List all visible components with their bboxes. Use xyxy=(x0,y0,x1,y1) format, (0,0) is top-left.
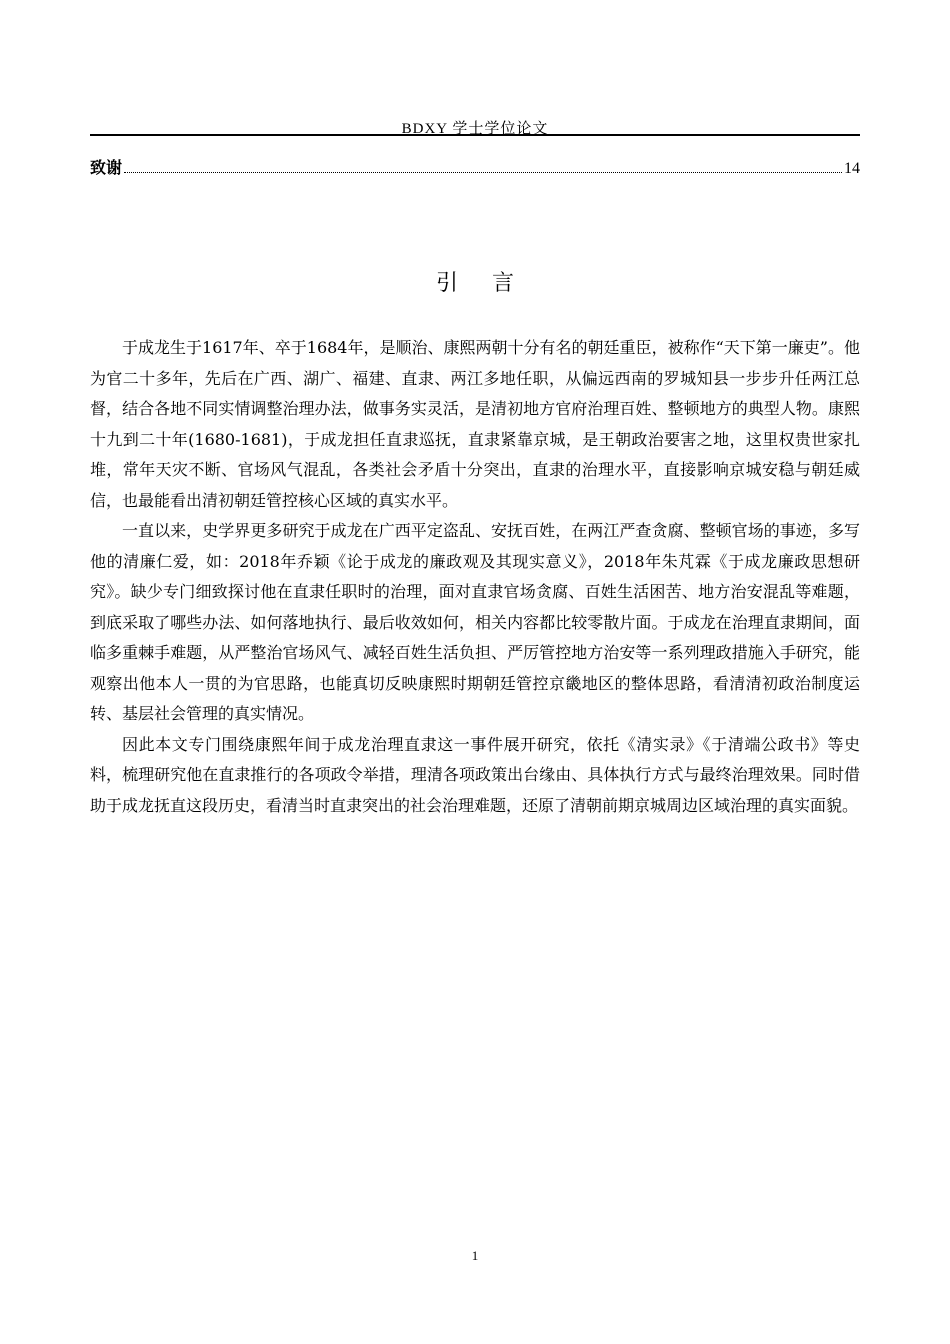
running-header: BDXY 学士学位论文 xyxy=(401,121,549,137)
toc-entry-page: 14 xyxy=(844,160,860,177)
toc-entry-label: 致谢 xyxy=(90,158,123,177)
page-number: 1 xyxy=(471,1248,479,1263)
paragraph: 于成龙生于1617年、卒于1684年，是顺治、康熙两朝十分有名的朝廷重臣，被称作“天下第一廉吏”。他为官二十多年，先后在广西、湖广、福建、直隶、两江多地任职，从偏远西南的罗城知县一步步升任两江总督，结合各地不同实情调整治理办法，做事务实灵活，是清初地方官府治理百姓、整顿地方的典型人物。康熙十九到二十年(1680-1681)，于成龙担任直隶巡抚，直隶紧靠京城，是王朝政治要害之地，这里权贵世家扎堆，常年天灾不断、官场风气混乱，各类社会矛盾十分突出，直隶的治理水平，直接影响京城安稳与朝廷威信，也最能看出清初朝廷管控核心区域的真实水平。 xyxy=(90,338,860,510)
paragraph: 因此本文专门围绕康熙年间于成龙治理直隶这一事件展开研究，依托《清实录》《于清端公政书》等史料，梳理研究他在直隶推行的各项政令举措，理清各项政策出台缘由、具体执行方式与最终治理效果。同时借助于成龙抚直这段历史，看清当时直隶突出的社会治理难题，还原了清朝前期京城周边区域治理的真实面貌。 xyxy=(90,734,860,815)
body-text xyxy=(90,333,860,821)
paragraph: 一直以来，史学界更多研究于成龙在广西平定盗乱、安抚百姓，在两江严查贪腐、整顿官场的事迹，多写他的清廉仁爱，如：2018年乔颖《论于成龙的廉政观及其现实意义》，2018年朱芃霖《于成龙廉政思想研究》。缺少专门细致探讨他在直隶任职时的治理，面对直隶官场贪腐、百姓生活困苦、地方治安混乱等难题，到底采取了哪些办法、如何落地执行、最后收效如何，相关内容都比较零散片面。于成龙在治理直隶期间，面临多重棘手难题，从严整治官场风气、减轻百姓生活负担、严厉管控地方治安等一系列理政措施入手研究，能观察出他本人一贯的为官思路，也能真切反映康熙时期朝廷管控京畿地区的整体思路，看清清初政治制度运转、基层社会管理的真实情况。 xyxy=(90,521,860,723)
header-rule xyxy=(90,134,860,136)
toc-entry[interactable] xyxy=(90,154,860,178)
toc-dot-leader xyxy=(124,172,842,173)
section-title: 引言 xyxy=(435,271,548,296)
